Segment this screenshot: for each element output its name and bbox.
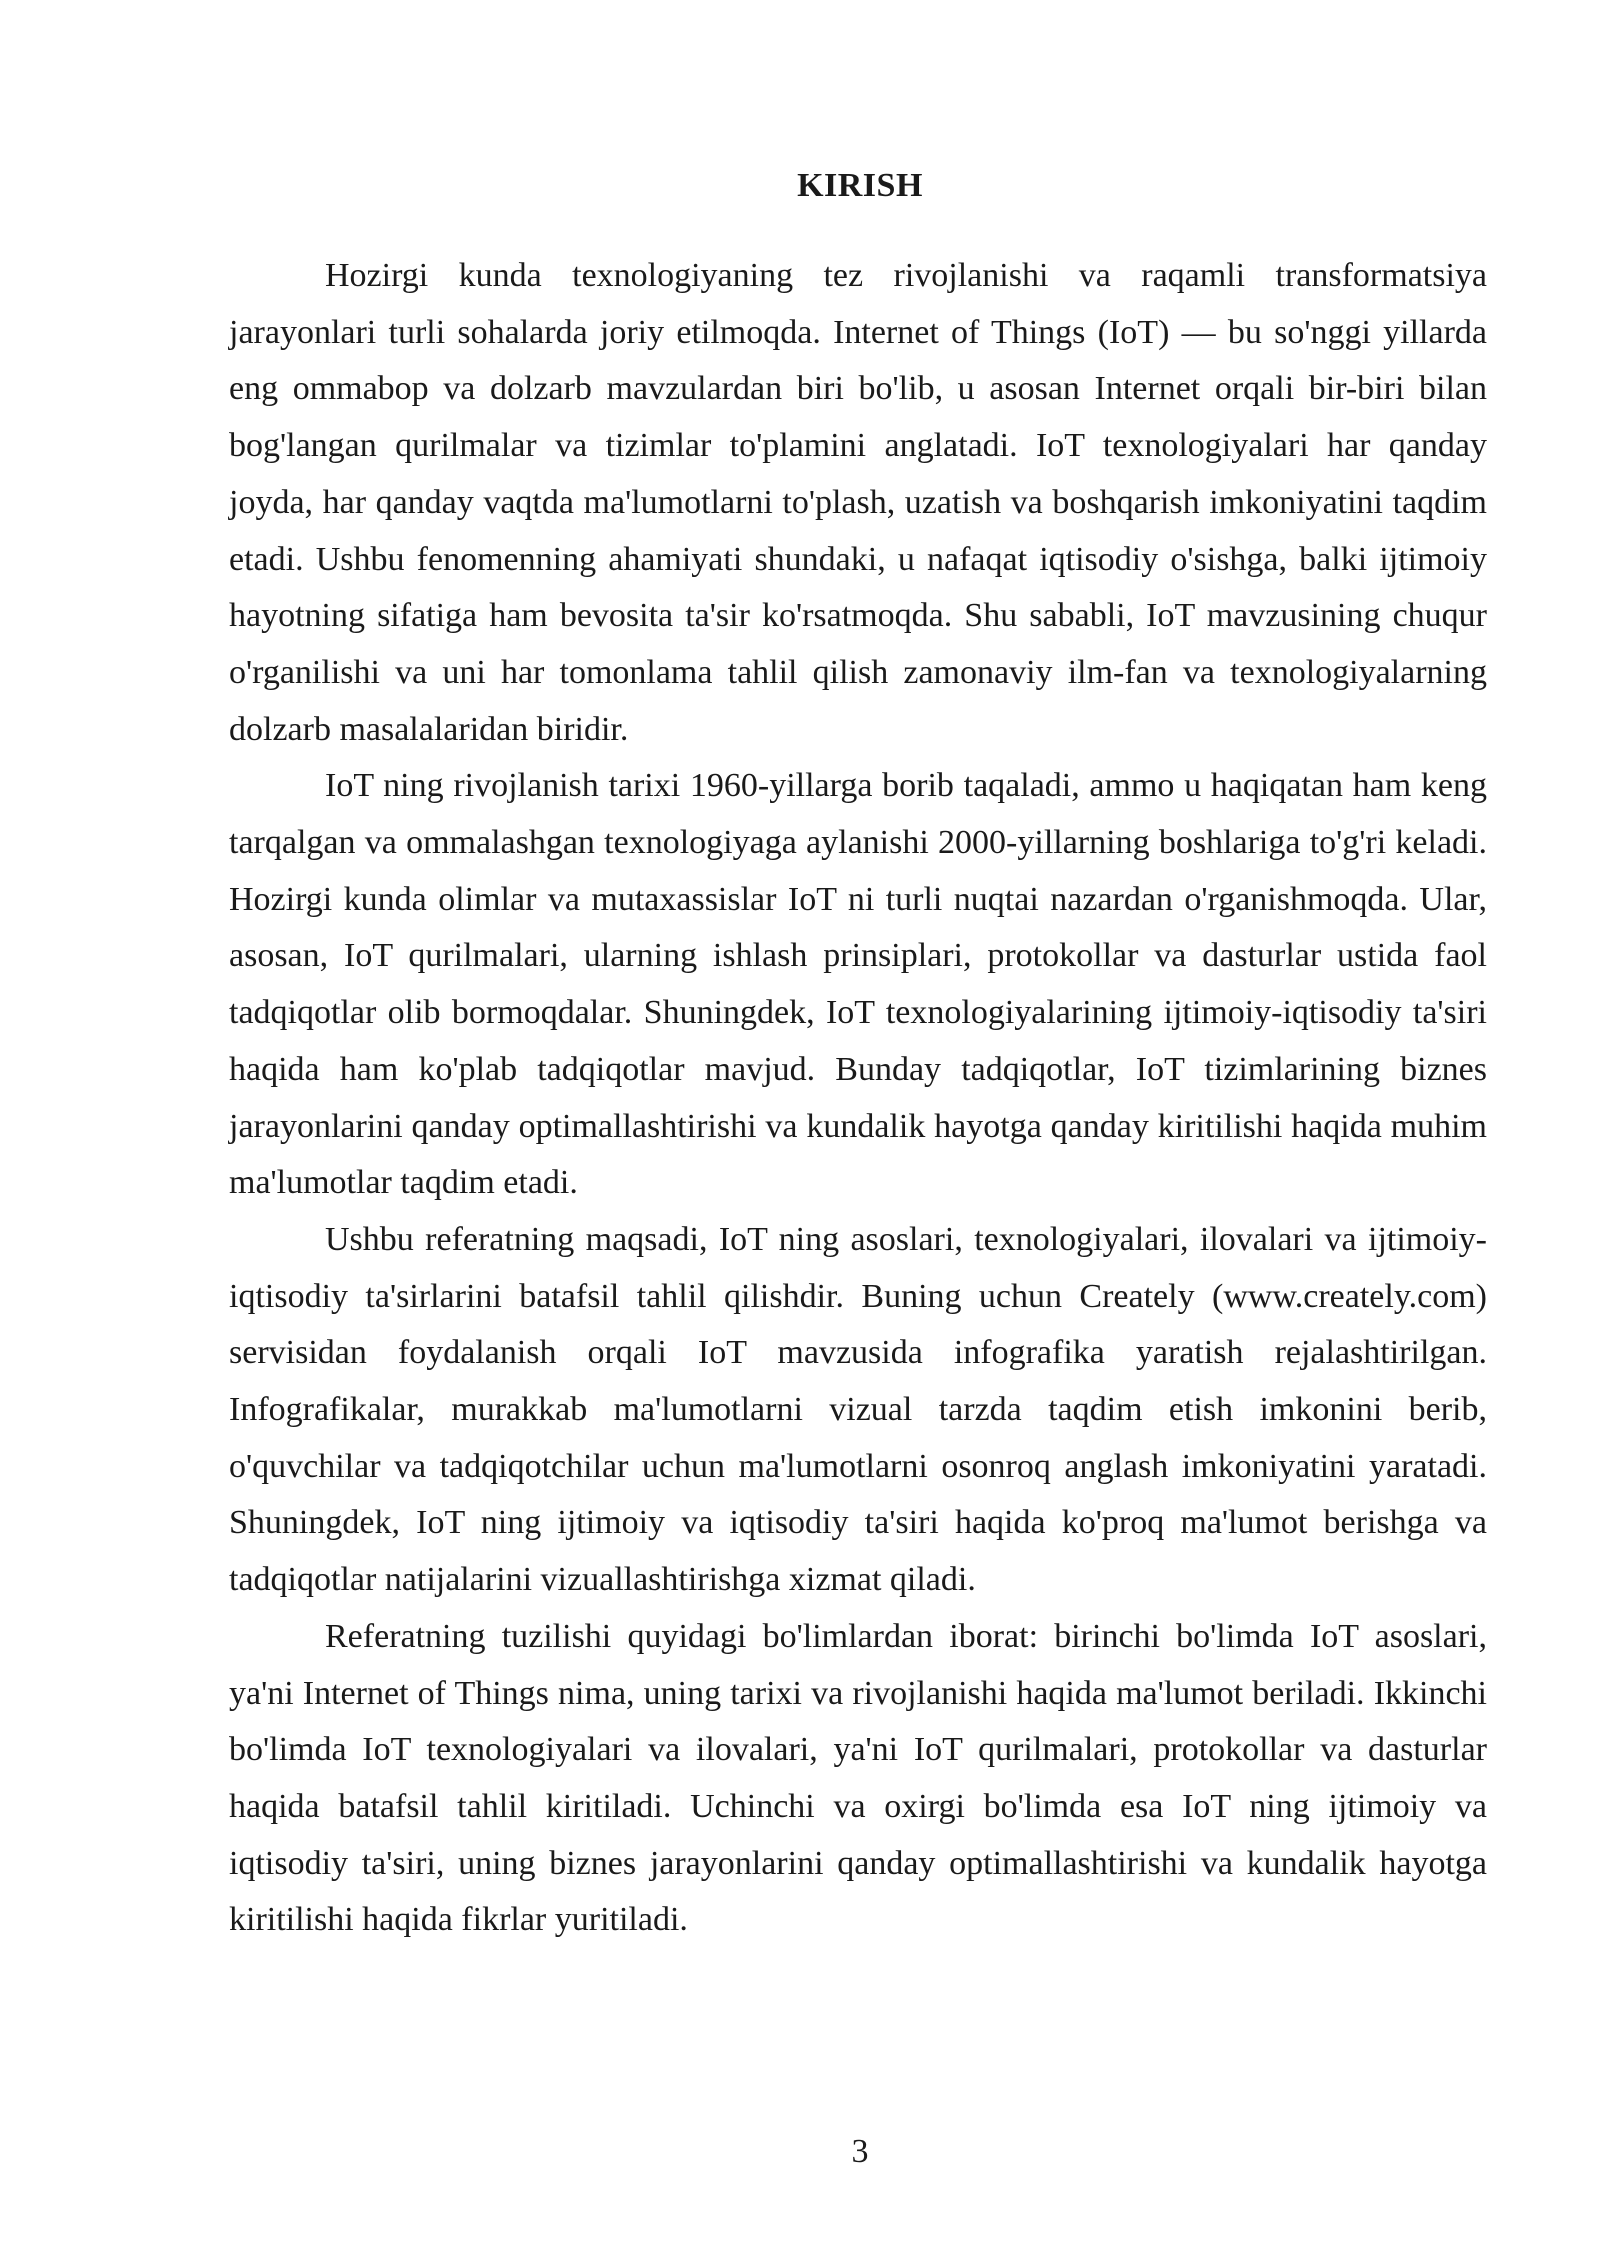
section-heading: KIRISH	[797, 167, 923, 204]
body-text	[229, 248, 1487, 1949]
paragraph-intro: Hozirgi kunda texnologiyaning tez rivojlanishi va raqamli transformatsiya jarayonlari turli sohalarda joriy etilmoqda. Internet of Things (IoT) — bu so'nggi yillarda eng ommabop va dolzarb mavzulardan biri bo'lib, u asosan Internet orqali bir-biri bilan bog'langan qurilmalar va tizimlar to'plamini anglatadi. IoT texnologiyalari har qanday joyda, har qanday vaqtda ma'lumotlarni to'plash, uzatish va boshqarish imkoniyatini taqdim etadi. Ushbu fenomenning ahamiyati shundaki, u nafaqat iqtisodiy o'sishga, balki ijtimoiy hayotning sifatiga ham bevosita ta'sir ko'rsatmoqda. Shu sababli, IoT mavzusining chuqur o'rganilishi va uni har tomonlama tahlil qilish zamonaviy ilm-fan va texnologiyalarning dolzarb masalalaridan biridir.	[229, 257, 1487, 748]
paragraph-structure: Referatning tuzilishi quyidagi bo'limlardan iborat: birinchi bo'limda IoT asoslari, ya'ni Internet of Things nima, uning tarixi va rivojlanishi haqida ma'lumot beriladi. Ikkinchi bo'limda IoT texnologiyalari va ilovalari, ya'ni IoT qurilmalari, protokollar va dasturlar haqida batafsil tahlil kiritiladi. Uchinchi va oxirgi bo'limda esa IoT ning ijtimoiy va iqtisodiy ta'siri, uning biznes jarayonlarini qanday optimallashtirishi va kundalik hayotga kiritilishi haqida fikrlar yuritiladi.	[229, 1617, 1487, 1939]
paragraph-history: IoT ning rivojlanish tarixi 1960-yillarga borib taqaladi, ammo u haqiqatan ham keng tarqalgan va ommalashgan texnologiyaga aylanishi 2000-yillarning boshlariga to'g'ri keladi. Hozirgi kunda olimlar va mutaxassislar IoT ni turli nuqtai nazardan o'rganishmoqda. Ular, asosan, IoT qurilmalari, ularning ishlash prinsiplari, protokollar va dasturlar ustida faol tadqiqotlar olib bormoqdalar. Shuningdek, IoT texnologiyalarining ijtimoiy-iqtisodiy ta'siri haqida ham ko'plab tadqiqotlar mavjud. Bunday tadqiqotlar, IoT tizimlarining biznes jarayonlarini qanday optimallashtirishi va kundalik hayotga qanday kiritilishi haqida muhim ma'lumotlar taqdim etadi.	[229, 767, 1487, 1202]
page-number: 3	[851, 2133, 869, 2170]
paragraph-goal: Ushbu referatning maqsadi, IoT ning asoslari, texnologiyalari, ilovalari va ijtimoiy-iqtisodiy ta'sirlarini batafsil tahlil qilishdir. Buning uchun Creately (www.creately.com) servisidan foydalanish orqali IoT mavzusida infografika yaratish rejalashtirilgan. Infografikalar, murakkab ma'lumotlarni vizual tarzda taqdim etish imkonini berib, o'quvchilar va tadqiqotchilar uchun ma'lumotlarni osonroq anglash imkoniyatini yaratadi. Shuningdek, IoT ning ijtimoiy va iqtisodiy ta'siri haqida ko'proq ma'lumot berishga va tadqiqotlar natijalarini vizuallashtirishga xizmat qiladi.	[229, 1220, 1487, 1599]
